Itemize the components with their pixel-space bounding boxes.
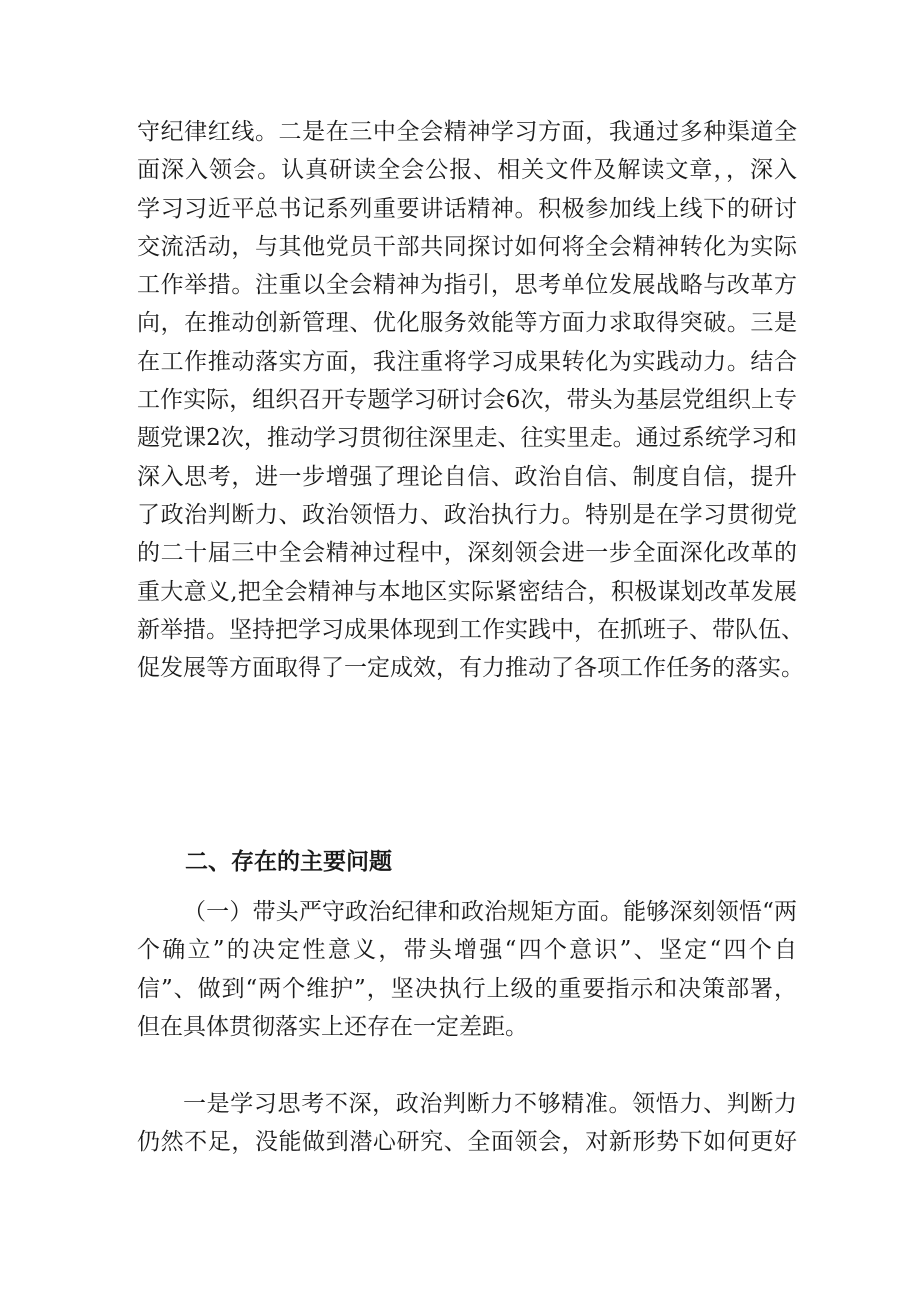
text-line: （一）带头严守政治纪律和政治规矩方面。能够深刻领悟“两 [183,899,797,925]
text-line: 交流活动，与其他党员干部共同探讨如何将全会精神转化为实际 [137,233,797,260]
text-line: 题党课2次，推动学习贯彻往深里走、往实里走。通过系统学习和 [137,425,797,452]
text-line: 但在具体贯彻落实上还存在一定差距。 [137,1013,528,1040]
text-line: 个确立”的决定性意义，带头增强“四个意识”、坚定“四个自 [137,937,797,964]
text-line: 守纪律红线。二是在三中全会精神学习方面，我通过多种渠道全 [137,119,797,145]
text-line: 学习习近平总书记系列重要讲话精神。积极参加线上线下的研讨 [137,195,797,222]
text-line: 促发展等方面取得了一定成效，有力推动了各项工作任务的落实。 [137,655,804,682]
text-line: 新举措。坚持把学习成果体现到工作实践中，在抓班子、带队伍、 [137,616,804,643]
text-line: 深入思考，进一步增强了理论自信、政治自信、制度自信，提升 [137,463,797,490]
text-line: 一是学习思考不深，政治判断力不够精准。领悟力、判断力 [183,1091,797,1117]
text-line: 工作举措。注重以全会精神为指引，思考单位发展战略与改革方 [137,272,797,299]
text-line: 向，在推动创新管理、优化服务效能等方面力求取得突破。三是 [137,310,797,337]
text-line: 信”、做到“两个维护”，坚决执行上级的重要指示和决策部署， [137,975,797,1002]
text-line: 的二十届三中全会精神过程中，深刻领会进一步全面深化改革的 [137,540,797,567]
text-line: 在工作推动落实方面，我注重将学习成果转化为实践动力。结合 [137,348,797,375]
text-line: 重大意义,把全会精神与本地区实际紧密结合，积极谋划改革发展 [137,578,797,605]
paragraph-1 [137,113,804,687]
paragraph-2 [137,893,797,1046]
text-line: 面深入领会。认真研读全会公报、相关文件及解读文章，，深入 [137,157,797,184]
paragraph-3 [137,1085,797,1162]
text-line: 仍然不足，没能做到潜心研究、全面领会，对新形势下如何更好 [137,1129,797,1156]
section-heading: 二、存在的主要问题 [185,849,392,875]
text-line: 了政治判断力、政治领悟力、政治执行力。特别是在学习贯彻党 [137,501,797,528]
text-line: 工作实际，组织召开专题学习研讨会6次，带头为基层党组织上专 [137,387,797,414]
